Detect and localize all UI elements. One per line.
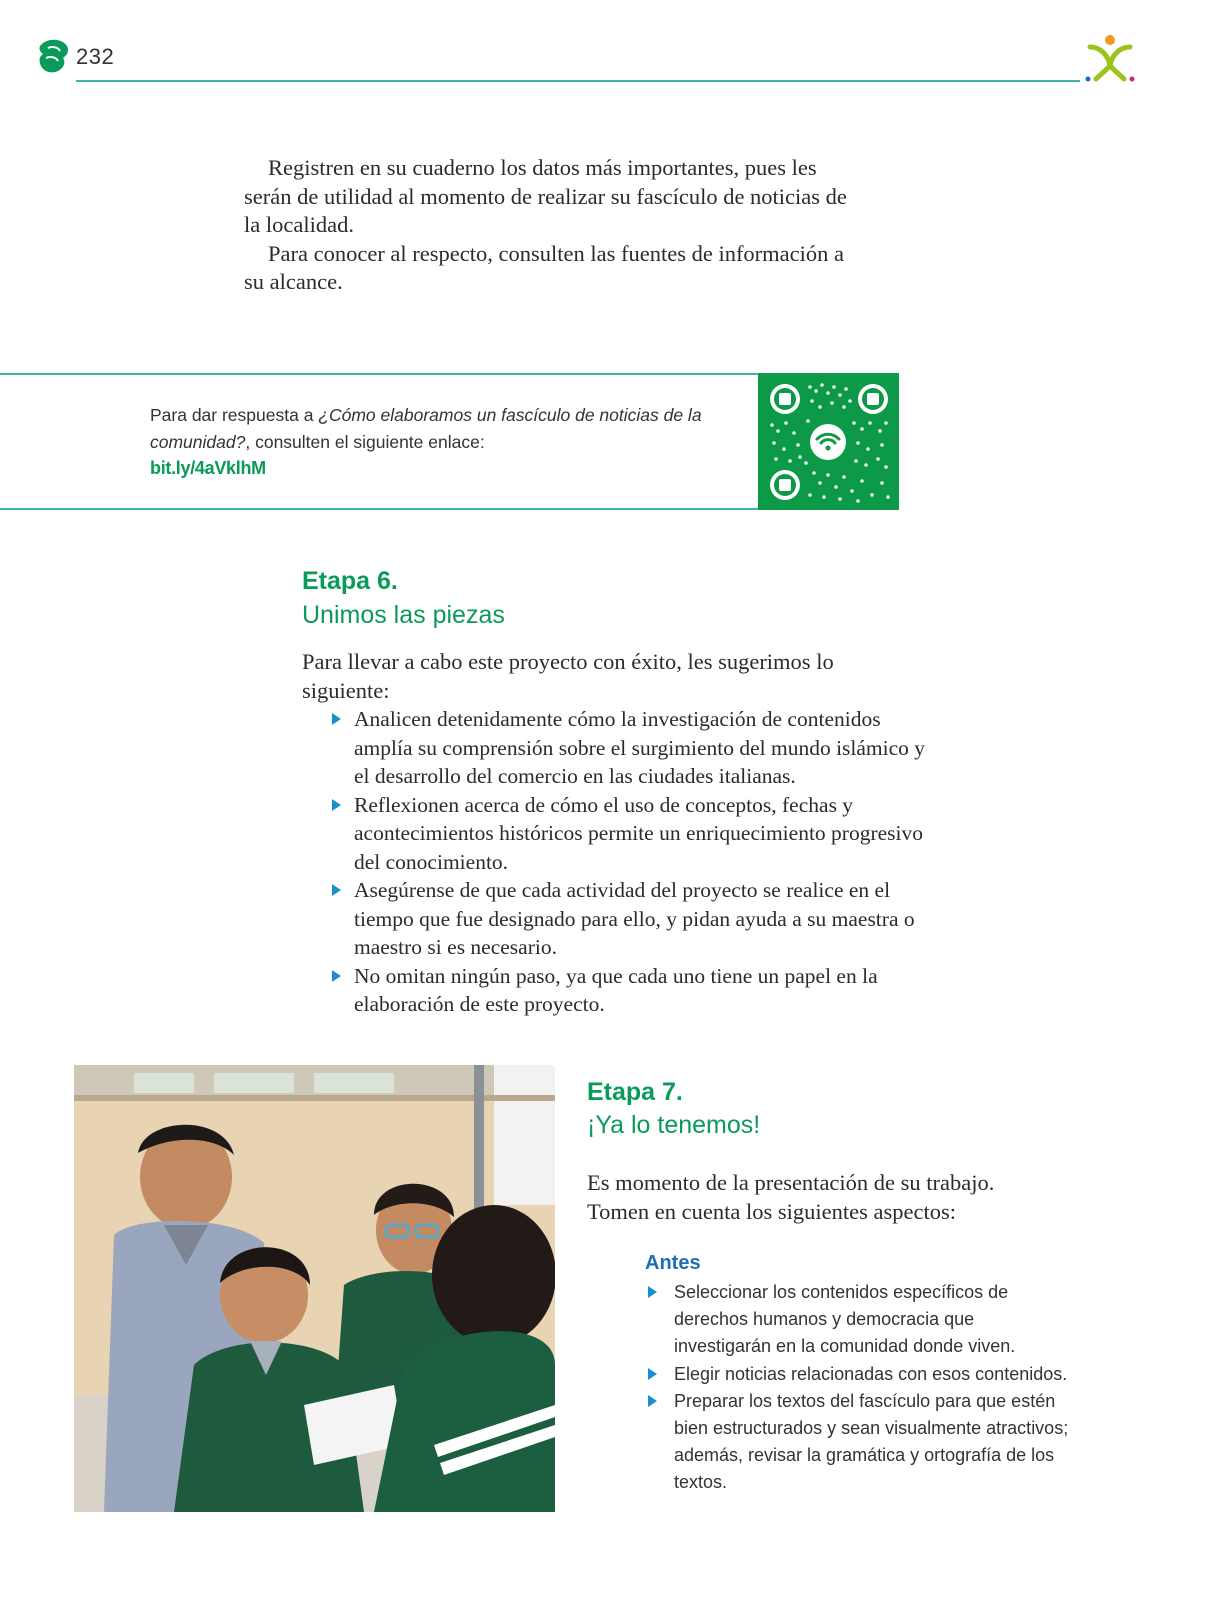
brand-figure-logo — [1082, 33, 1138, 87]
stage6-title: Etapa 6. — [302, 567, 398, 595]
bullet-triangle-icon — [648, 1286, 657, 1298]
bullet-triangle-icon — [332, 713, 341, 725]
link-text-before: Para dar respuesta a — [150, 405, 319, 425]
students-photo — [74, 1065, 555, 1512]
header-rule — [76, 80, 1080, 82]
bullet-triangle-icon — [332, 884, 341, 896]
list-item-text: Elegir noticias relacionadas con esos contenidos. — [674, 1363, 1068, 1384]
list-item — [330, 962, 930, 1019]
list-item-text: Seleccionar los contenidos específicos de derechos humanos y democracia que investigarán en la comunidad donde viven. — [674, 1282, 1016, 1357]
stage6-subtitle: Unimos las piezas — [302, 601, 505, 629]
list-item-text: Reflexionen acerca de cómo el uso de conceptos, fechas y acontecimientos históricos permite un enriquecimiento progresivo del conocimiento. — [354, 792, 923, 874]
link-text-after: , consulten el siguiente enlace: — [245, 432, 485, 452]
intro-paragraph — [244, 154, 864, 297]
stage7-intro: Es momento de la presentación de su trabajo. Tomen en cuenta los siguientes aspectos: — [587, 1170, 995, 1224]
antes-bullet-list — [646, 1279, 1076, 1497]
bullet-triangle-icon — [648, 1368, 657, 1380]
qr-code-graphic — [758, 373, 899, 510]
bullet-triangle-icon — [332, 970, 341, 982]
stage7-title: Etapa 7. — [587, 1078, 683, 1106]
intro-paragraph-1: Registren en su cuaderno los datos más importantes, pues les serán de utilidad al momento de realizar su fascículo de noticias de la localidad. — [244, 155, 847, 237]
list-item — [646, 1361, 1076, 1388]
list-item — [646, 1388, 1076, 1497]
qr-code[interactable] — [758, 373, 899, 510]
stage6-bullet-list — [330, 705, 930, 1019]
header-leaf-logo — [36, 38, 70, 74]
list-item-text: Preparar los textos del fascículo para que estén bien estructurados y sean visualmente atractivos; además, revisar la gramática y ortografía de los textos. — [674, 1390, 1069, 1493]
stage7-subtitle: ¡Ya lo tenemos! — [587, 1111, 761, 1139]
link-box-text — [150, 402, 750, 456]
list-item — [330, 705, 930, 791]
antes-heading: Antes — [645, 1252, 701, 1274]
list-item-text: Asegúrense de que cada actividad del proyecto se realice en el tiempo que fue designado para ello, y pidan ayuda a su maestra o maestro si es necesario. — [354, 878, 915, 959]
stage6-intro: Para llevar a cabo este proyecto con éxito, les sugerimos lo siguiente: — [302, 649, 834, 703]
intro-paragraph-2: Para conocer al respecto, consulten las fuentes de información a su alcance. — [244, 240, 845, 294]
bullet-triangle-icon — [648, 1395, 657, 1407]
list-item — [330, 876, 930, 962]
list-item-text: Analicen detenidamente cómo la investigación de contenidos amplía su comprensión sobre el surgimiento del mundo islámico y el desarrollo del comercio en las ciudades italianas. — [354, 707, 926, 788]
link-text-question: ¿Cómo elaboramos un fascículo de noticias de la comunidad? — [150, 405, 702, 452]
list-item — [330, 791, 930, 877]
short-link[interactable]: bit.ly/4aVklhM — [150, 458, 266, 478]
page-number: 232 — [76, 44, 115, 69]
list-item — [646, 1279, 1076, 1361]
list-item-text: No omitan ningún paso, ya que cada uno tiene un papel en la elaboración de este proyecto. — [354, 963, 878, 1016]
bullet-triangle-icon — [332, 799, 341, 811]
